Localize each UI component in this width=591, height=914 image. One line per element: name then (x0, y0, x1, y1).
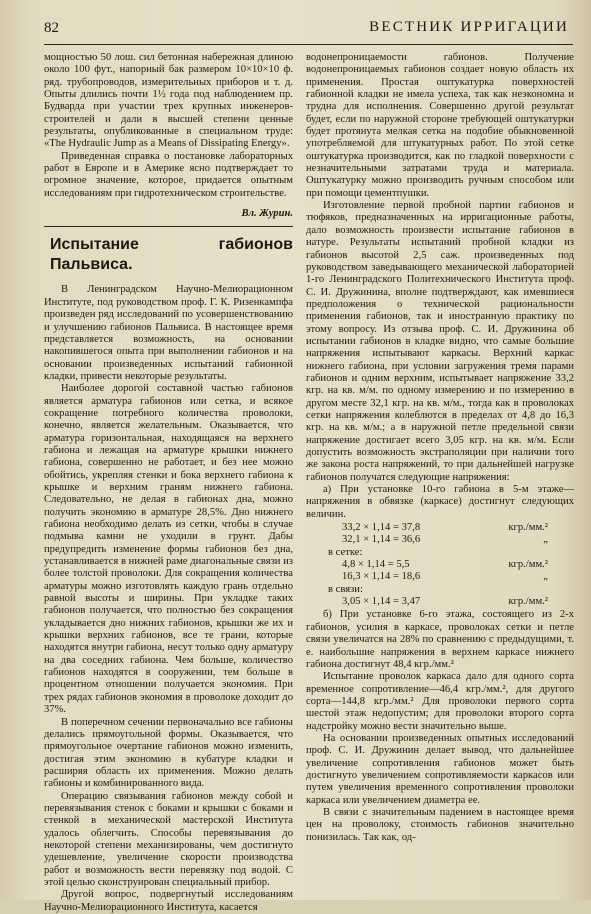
formula-unit: „ (543, 571, 548, 583)
paragraph: Изготовление первой пробной партии габионов и тюфяков, предназначенных на ирригационные работы, дало возможность произвести испытание габионов в натуре. Результаты испытаний пробной кладки из габионов высотой 2,5 саж. произведенных под руководством заведывающего механической лабораторией 1-го Ленинградского Политехнического Института проф. С. И. Дружинина, вполне подтверждают, как имевшиеся предположения о технической рациональности применения габионов, так и иностранную практику по этому вопросу. Из отзыва проф. С. И. Дружинина об испытании габионов в кладке видно, что самые большие напряжения испытывают каркасы. Верхний каркас нижнего габиона, при условии загружения тремя парами габионов и одним верхним, испытывает напряжение 33,2 кгр. на кв. м/м. по одному измерению и по измерению в другом месте 32,1 кгр. на кв. м/м., тогда как в проволоках сетки напряжения колеблются в пределах от 4,8 до 16,3 кгр. на кв. м/м.; а в наружной петле предельной связи напряжение достигает всего 3,05 кгр. на кв. м/м. Если допустить возможность экстраполяции при наличии того же закона роста напряжений, то при дальнейшей нагрузке габионов получатся следующие напряжения: (306, 200, 574, 483)
formula-label: в сетке: (328, 546, 363, 558)
section-divider (44, 226, 293, 227)
paragraph: В поперечном сечении первоначально все габионы делались прямоугольной формы. Оказывается, что прямоугольное очертание габионов можно изменить, достигая этим экономию в кубатуре кладки и расширяя область их применения. Можно делать габионы и комбинированного вида. (44, 716, 293, 790)
formula-expression: 33,2 × 1,14 = 37,8 (342, 522, 421, 534)
formula-unit: кгр./мм.² (508, 596, 548, 608)
paragraph: Испытание проволок каркаса дало для одного сорта временное сопротивление—46,4 кгр./мм.², для другого сорта—144,8 кгр./мм.² Для проволоки первого сорта шестой этаж недопустим; для проволоки второго сорта надстройку можно вести значительно выше. (306, 671, 574, 732)
paragraph: Наиболее дорогой составной частью габионов является арматура габионов или сетка, и всякое сокращение потребного количества проволоки, конечно, является желательным. Оказывается, что арматура горизонтальная, находящаяся на верхнего габиона и лежащая на арматуре крышки нижнего габиона, совершенно не работает, и без нее можно обойтись, укрепляя стенки и бока верхнего габиона к крышке и верхним граням нижнего габиона. Следовательно, не делая в габионах дна, можно получить экономию в арматуре 28,5%. Дно нижнего габиона необходимо делать из сетки, чтобы в случае подмыва камни не уходили в грунт. Дабы предупредить изменение формы габионов без дна, устанавливается в нижней раме диагональные связи из более толстой проволоки. Для сокращения количества арматуры можно изготовлять каждую грань отдельно равной высоты и ширины. При укладке таких габионов получается, что полностью без сокращения укладывается дно нижних габионов, крышки же их и крышки верхних габионов, все те грани, которые находятся внутри габиона, несут только одну арматуру на два соседних габиона. Чем больше, количество габионов находятся в сооружении, тем больше в процентном отношении получается экономия. При трех рядах габионов экономия в проволоке доходит до 37%. (44, 383, 293, 716)
author-signature: Вл. Журин. (241, 208, 293, 220)
formula-unit: кгр./мм.² (508, 559, 548, 571)
paragraph: Операцию связывания габионов между собой и перевязывания стенок с боками и крышки с боками и стенкой в механической мастерской Института удалось облегчить. Способы перевязывания до некоторой степени механизированы, чем достигнуто удешевление, увеличение скорости производства работ и возможность вести перевязку под водой. С этой целью сконструирован специальный прибор. (44, 790, 293, 888)
paragraph: а) При установке 10-го габиона в 5-м этаже—напряжения в обвязке (каркасе) достигнут следующих величин. (306, 484, 574, 520)
formula-unit: кгр./мм.² (508, 522, 548, 534)
paragraph: На основании произведенных опытных исследований проф. С. И. Дружинин делает вывод, что дальнейшее увеличение сопротивления габионов может быть достигнуто увеличением сопротивляемости каркасов или путем увеличения временного сопротивления проволоки каркаса или увеличением диаметра ее. (306, 732, 574, 806)
formula-expression: 3,05 × 1,14 = 3,47 (342, 596, 421, 608)
paragraph: б) При установке 6-го этажа, состоящего из 2-х габионов, усилия в каркасе, проволоках сетки и петле связи увеличатся на 28% по сравнению с предыдущими, т. е. наибольшие напряжения в верхнем каркасе нижнего габиона достигнут 48,4 кгр./мм.² (306, 609, 574, 670)
article-title: Испытание габионов Пальвиса. (50, 236, 293, 274)
paragraph: мощностью 50 лош. сил бетонная набережная длиною около 100 фут., напорный бак размером 10×10×10 ф. ряд. трубопроводов, измерительных приборов и т. д. Опыты длились почти 1½ года под наблюдением пр. Будварда при участии трех крупных инженеров-строителей и дали в высшей степени ценные результаты, опубликованные в специальном труде: «The Hydraulic Jump as a Means of Dissipating Energy». (44, 52, 293, 150)
page-number: 82 (44, 20, 59, 36)
formula-expression: 4,8 × 1,14 = 5,5 (342, 559, 410, 571)
paragraph: В Ленинградском Научно-Мелиорационном Институте, под руководством проф. Г. К. Ризенкампфа произведен ряд исследований по усовершенствованию и улучшению габионов Пальвиса. В настоящее время представляется возможность, на основании накопившегося опыта при выполнении габионов и на основании произведенных испытаний габионной кладки, привести некоторые результаты. (44, 284, 293, 382)
paragraph: Приведенная справка о постановке лабораторных работ в Европе и в Америке ясно подтверждает то огромное значение, которое, придается опытным исследованиям при гидротехническом строительстве. (44, 150, 293, 199)
paragraph: В связи с значительным падением в настоящее время цен на проволоку, стоимость габионов значительно понизилась. Так как, од- (306, 806, 574, 843)
paragraph: Другой вопрос, подвергнутый исследованиям Научно-Мелиорационного Института, касается (44, 889, 293, 913)
formula-line (306, 571, 574, 583)
left-column (44, 52, 293, 913)
formula-line (306, 522, 574, 534)
formula-unit: „ (543, 534, 548, 546)
stress-formulas (306, 522, 574, 608)
journal-title: ВЕСТНИК ИРРИГАЦИИ (369, 19, 569, 35)
paragraph: водонепроницаемости габионов. Получение водонепроницаемых габионов создает новую область их применения. Простая оштукатурка поверхностей габионной кладки не имела успеха, так как неэкономна и трудна для исполнения. Совершенно другой результат будет, если по наружной стороне требующей оштукатурки будет протянута мелкая сетка на подобие обыкновенной употребляемой для штукатурных работ. По этой сетке оштукатурка производится, как по гладкой поверхности с незначительными затратами труда и материала. Оштукатурку можно производить ручным способом или при помощи цементпушки. (306, 52, 574, 199)
page-header (44, 18, 573, 45)
formula-line (306, 534, 574, 546)
formula-expression: 16,3 × 1,14 = 18,6 (342, 571, 421, 583)
formula-label: в связи: (328, 583, 363, 595)
formula-line (306, 559, 574, 571)
formula-expression: 32,1 × 1,14 = 36,6 (342, 534, 421, 546)
formula-line (306, 596, 574, 608)
right-column (306, 52, 574, 894)
